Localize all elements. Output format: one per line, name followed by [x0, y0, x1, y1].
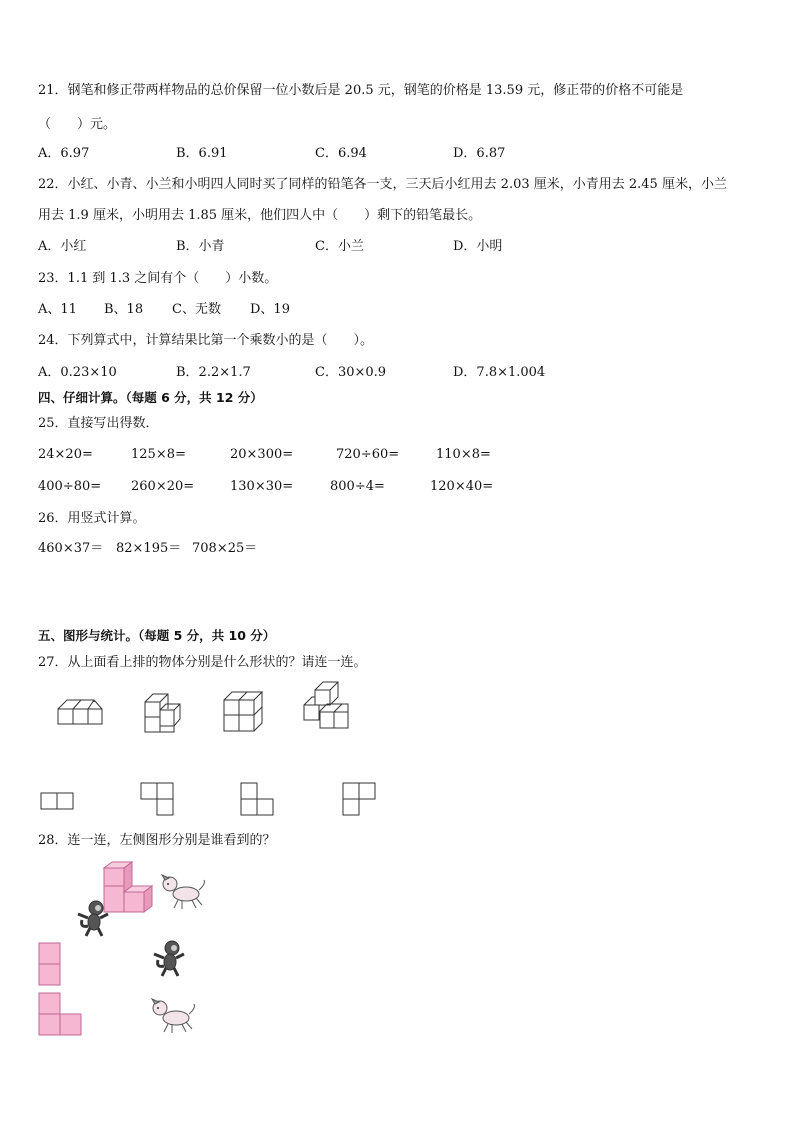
- dog-icon: [150, 996, 202, 1038]
- q23-stem: 23．1.1 到 1.3 之间有个（ ）小数。: [38, 271, 278, 286]
- q22-option-a: A．小红: [38, 239, 87, 254]
- q21-stem-line1: 21．钢笔和修正带两样物品的总价保留一位小数后是 20.5 元，钢笔的价格是 13.59 元，修正带的价格不可能是: [38, 83, 684, 98]
- q22-option-b: B．小青: [176, 239, 225, 254]
- cube-figure-3: [218, 684, 278, 739]
- q25-item: 110×8=: [436, 447, 491, 462]
- monkey-icon: [150, 938, 192, 980]
- view-shape-column: [38, 942, 68, 987]
- top-view-shape-3: [240, 782, 280, 820]
- q24-option-d: D．7.8×1.004: [453, 365, 546, 380]
- q22-stem-line1: 22．小红、小青、小兰和小明四人同时买了同样的铅笔各一支，三天后小红用去 2.03 厘米，小青用去 2.45 厘米，小兰: [38, 177, 727, 192]
- q23-option-d: D、19: [250, 302, 290, 317]
- q25-item: 20×300=: [230, 447, 294, 462]
- q25-item: 800÷4=: [330, 479, 385, 494]
- q26-stem: 26．用竖式计算。: [38, 511, 146, 526]
- q21-option-d: D．6.87: [453, 146, 506, 161]
- q24-option-c: C．30×0.9: [315, 365, 387, 380]
- q23-option-b: B、18: [104, 302, 144, 317]
- q22-option-d: D．小明: [453, 239, 503, 254]
- q23-option-a: A、11: [38, 302, 77, 317]
- cube-figure-2: [135, 684, 195, 739]
- monkey-icon: [74, 898, 116, 940]
- q24-option-a: A．0.23×10: [38, 365, 117, 380]
- q21-stem-line2: （ ）元。: [38, 117, 117, 132]
- cube-figure-1: [50, 692, 110, 737]
- q21-option-b: B．6.91: [176, 146, 228, 161]
- q25-item: 120×40=: [430, 479, 494, 494]
- q25-item: 720÷60=: [336, 447, 400, 462]
- q24-option-b: B．2.2×1.7: [176, 365, 251, 380]
- section-4-heading: 四、仔细计算。（每题 6 分，共 12 分）: [38, 390, 263, 405]
- q21-option-a: A．6.97: [38, 146, 90, 161]
- top-view-shape-4: [342, 782, 382, 820]
- q25-item: 400÷80=: [38, 479, 102, 494]
- top-view-shape-1: [40, 792, 80, 812]
- cube-figure-4: [298, 678, 358, 738]
- q25-item: 125×8=: [131, 447, 186, 462]
- q28-stem: 28．连一连，左侧图形分别是谁看到的？: [38, 833, 276, 848]
- q24-stem: 24．下列算式中，计算结果比第一个乘数小的是（ ）。: [38, 333, 374, 348]
- dog-icon: [160, 872, 210, 912]
- view-shape-l: [38, 992, 86, 1037]
- q27-stem: 27．从上面看上排的物体分别是什么形状的？请连一连。: [38, 655, 367, 670]
- q25-stem: 25．直接写出得数．: [38, 416, 159, 431]
- q26-item: 82×195＝: [116, 541, 182, 556]
- q21-option-c: C．6.94: [315, 146, 367, 161]
- q25-item: 260×20=: [131, 479, 195, 494]
- q26-item: 460×37＝: [38, 541, 104, 556]
- q25-item: 130×30=: [230, 479, 294, 494]
- q25-item: 24×20=: [38, 447, 93, 462]
- top-view-shape-2: [140, 782, 180, 820]
- q26-item: 708×25＝: [192, 541, 258, 556]
- q22-option-c: C．小兰: [315, 239, 364, 254]
- q22-stem-line2: 用去 1.9 厘米，小明用去 1.85 厘米，他们四人中（ ）剩下的铅笔最长。: [38, 208, 482, 223]
- section-5-heading: 五、图形与统计。（每题 5 分，共 10 分）: [38, 628, 276, 643]
- q23-option-c: C、无数: [172, 302, 221, 317]
